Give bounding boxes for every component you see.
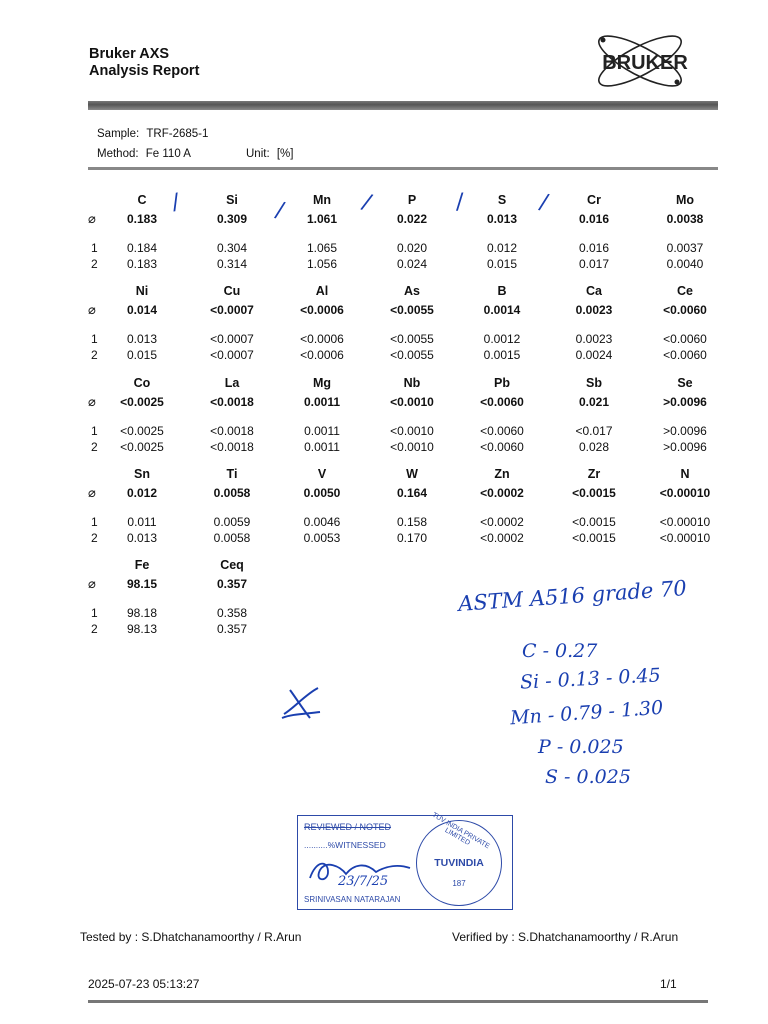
sample-line: [97, 128, 208, 140]
mean-value: 0.183: [126, 212, 158, 226]
stamp-witnessed: ..........%WITNESSED: [304, 840, 386, 850]
replicate-value: <0.0007: [210, 348, 254, 362]
mean-value: 0.309: [216, 212, 248, 226]
mean-value: 0.0014: [483, 303, 521, 317]
handwritten-line: Mn - 0.79 - 1.30: [509, 696, 664, 730]
replicate-value: >0.0096: [663, 424, 707, 438]
element-header: S: [497, 193, 507, 207]
replicate-value: 0.015: [126, 348, 158, 362]
mean-value: 0.022: [396, 212, 428, 226]
element-header: C: [137, 193, 147, 207]
footer-divider: [88, 1000, 708, 1003]
method-label: Method:: [97, 148, 139, 160]
element-header: Mn: [312, 193, 332, 207]
replicate-value: <0.0002: [480, 515, 524, 529]
mean-symbol: ⌀: [88, 302, 96, 317]
replicate-value: <0.0018: [210, 424, 254, 438]
report-title: [89, 46, 199, 80]
mean-value: 0.013: [486, 212, 518, 226]
seal-org: TUVINDIA: [434, 857, 484, 869]
element-header: Sn: [134, 467, 150, 481]
element-header: Co: [133, 376, 151, 390]
mean-value: <0.0006: [300, 303, 344, 317]
replicate-value: 0.314: [216, 257, 248, 271]
mean-value: <0.0060: [663, 303, 707, 317]
handwritten-line: Si - 0.13 - 0.45: [519, 664, 662, 694]
sample-label: Sample:: [97, 128, 140, 140]
replicate-value: 0.028: [578, 440, 610, 454]
stamp-reviewed: REVIEWED / NOTED: [304, 822, 392, 832]
mean-value: >0.0096: [663, 395, 707, 409]
replicate-value: 98.18: [126, 606, 158, 620]
element-header: Fe: [134, 558, 150, 572]
check-mark-icon: /: [272, 197, 287, 224]
replicate-value: 0.358: [216, 606, 248, 620]
atom-logo-icon: [583, 30, 713, 92]
company-name: Bruker AXS: [89, 46, 170, 62]
mean-value: 1.061: [306, 212, 338, 226]
replicate-value: <0.00010: [659, 531, 711, 545]
replicate-value: 0.017: [578, 257, 610, 271]
seal-number: 187: [452, 879, 466, 888]
replicate-value: <0.0018: [210, 440, 254, 454]
mean-symbol: ⌀: [88, 576, 96, 591]
handwritten-line: C - 0.27: [522, 640, 598, 662]
mean-value: <0.0007: [210, 303, 254, 317]
initials-scribble-icon: [280, 684, 326, 724]
mean-value: 0.014: [126, 303, 158, 317]
replicate-value: 0.304: [216, 241, 248, 255]
element-header: Cr: [587, 193, 601, 207]
replicate-value: <0.0055: [390, 348, 434, 362]
stamp-name: SRINIVASAN NATARAJAN: [304, 895, 401, 904]
replicate-value: <0.0010: [390, 424, 434, 438]
mean-symbol: ⌀: [88, 485, 96, 500]
check-mark-icon: /: [169, 189, 182, 216]
mean-value: <0.00010: [659, 486, 711, 500]
replicate-label: 1: [91, 424, 98, 438]
mean-value: 98.15: [126, 577, 158, 591]
replicate-value: <0.00010: [659, 515, 711, 529]
element-header: V: [317, 467, 327, 481]
element-header: Cu: [223, 284, 241, 298]
element-header: Nb: [403, 376, 421, 390]
replicate-label: 2: [91, 531, 98, 545]
mean-value: <0.0060: [480, 395, 524, 409]
mean-value: 0.0023: [575, 303, 613, 317]
replicate-value: 0.170: [396, 531, 428, 545]
replicate-value: <0.0010: [390, 440, 434, 454]
element-header: Si: [226, 193, 238, 207]
stamp-date: 23/7/25: [338, 874, 389, 889]
replicate-value: 0.016: [578, 241, 610, 255]
replicate-value: <0.017: [575, 424, 613, 438]
mean-value: 0.016: [578, 212, 610, 226]
replicate-value: <0.0006: [300, 332, 344, 346]
replicate-value: 0.0015: [483, 348, 521, 362]
element-header: La: [224, 376, 240, 390]
replicate-value: 0.158: [396, 515, 428, 529]
report-timestamp: 2025-07-23 05:13:27: [88, 977, 200, 991]
replicate-value: 0.0037: [666, 241, 704, 255]
unit-value: [%]: [276, 148, 294, 160]
handwritten-line: P - 0.025: [538, 736, 624, 758]
verified-by: Verified by : S.Dhatchanamoorthy / R.Arun: [452, 930, 679, 944]
replicate-value: 0.0011: [304, 440, 340, 454]
replicate-value: 0.020: [396, 241, 428, 255]
replicate-value: <0.0025: [120, 440, 164, 454]
sample-value: TRF-2685-1: [146, 128, 209, 140]
unit-label: Unit:: [246, 148, 270, 160]
unit-line: [246, 148, 293, 160]
check-mark-icon: /: [358, 189, 375, 216]
replicate-value: 0.184: [126, 241, 158, 255]
replicate-value: 0.0058: [213, 531, 251, 545]
replicate-label: 2: [91, 348, 98, 362]
check-mark-icon: /: [456, 190, 464, 215]
replicate-value: <0.0060: [663, 332, 707, 346]
replicate-value: 0.0011: [304, 424, 340, 438]
element-header: Ce: [677, 284, 693, 298]
element-header: Ni: [135, 284, 149, 298]
mean-value: 0.0058: [213, 486, 251, 500]
replicate-label: 1: [91, 606, 98, 620]
mean-symbol: ⌀: [88, 211, 96, 226]
element-header: Ceq: [220, 558, 244, 572]
replicate-value: <0.0015: [572, 515, 616, 529]
mean-value: 0.357: [216, 577, 248, 591]
mean-symbol: ⌀: [88, 394, 96, 409]
page-number: 1/1: [660, 977, 677, 991]
element-header: B: [497, 284, 507, 298]
replicate-value: <0.0015: [572, 531, 616, 545]
replicate-value: <0.0025: [120, 424, 164, 438]
replicate-value: 0.0024: [575, 348, 613, 362]
replicate-label: 2: [91, 440, 98, 454]
replicate-value: 0.011: [127, 515, 157, 529]
mean-value: <0.0018: [210, 395, 254, 409]
replicate-value: <0.0060: [663, 348, 707, 362]
replicate-value: 1.065: [306, 241, 338, 255]
inspection-stamp: [297, 811, 513, 910]
replicate-value: <0.0002: [480, 531, 524, 545]
replicate-label: 2: [91, 257, 98, 271]
element-header: Mo: [675, 193, 695, 207]
mean-value: <0.0002: [480, 486, 524, 500]
element-header: Pb: [494, 376, 510, 390]
replicate-label: 1: [91, 332, 98, 346]
report-name: Analysis Report: [89, 63, 200, 79]
replicate-value: 0.024: [396, 257, 428, 271]
replicate-label: 1: [91, 515, 98, 529]
replicate-value: <0.0006: [300, 348, 344, 362]
mean-value: 0.0011: [303, 395, 341, 409]
replicate-value: 0.0012: [483, 332, 521, 346]
method-line: [97, 148, 191, 160]
element-header: N: [680, 467, 690, 481]
replicate-value: <0.0055: [390, 332, 434, 346]
element-header: Zn: [494, 467, 510, 481]
replicate-value: 0.0023: [575, 332, 613, 346]
mean-value: <0.0010: [390, 395, 434, 409]
replicate-value: 98.13: [126, 622, 158, 636]
replicate-value: 0.0059: [213, 515, 251, 529]
bruker-logo: [583, 30, 713, 92]
replicate-value: 0.0053: [303, 531, 341, 545]
mean-value: 0.0038: [666, 212, 704, 226]
logo-wordmark: BRUKER: [602, 52, 688, 74]
replicate-label: 1: [91, 241, 98, 255]
mean-value: 0.164: [396, 486, 428, 500]
replicate-value: 0.357: [216, 622, 248, 636]
mean-value: 0.0050: [303, 486, 341, 500]
element-header: Ca: [586, 284, 602, 298]
replicate-value: <0.0007: [210, 332, 254, 346]
handwritten-line: S - 0.025: [545, 766, 631, 788]
mean-value: <0.0055: [390, 303, 434, 317]
replicate-value: 0.183: [126, 257, 158, 271]
replicate-value: <0.0060: [480, 440, 524, 454]
tuv-seal: [416, 811, 502, 906]
element-header: Zr: [587, 467, 601, 481]
method-value: Fe 110 A: [145, 148, 191, 160]
tested-by: Tested by : S.Dhatchanamoorthy / R.Arun: [80, 930, 302, 944]
replicate-value: 0.015: [486, 257, 518, 271]
replicate-value: >0.0096: [663, 440, 707, 454]
replicate-value: 0.0040: [666, 257, 704, 271]
handwritten-spec: ASTM A516 grade 70: [457, 576, 688, 616]
header-divider: [88, 101, 718, 110]
mean-value: 0.021: [578, 395, 610, 409]
element-header: Al: [315, 284, 329, 298]
replicate-value: 0.013: [126, 531, 158, 545]
seal-ring-text: TUV INDIA PRIVATE LIMITED: [430, 811, 491, 851]
replicate-value: 0.0046: [303, 515, 341, 529]
mean-value: 0.012: [126, 486, 158, 500]
element-header: W: [406, 467, 418, 481]
meta-divider: [88, 167, 718, 170]
element-header: Ti: [226, 467, 238, 481]
mean-value: <0.0015: [572, 486, 616, 500]
replicate-label: 2: [91, 622, 98, 636]
element-header: Se: [677, 376, 693, 390]
element-header: As: [404, 284, 420, 298]
element-header: Sb: [586, 376, 602, 390]
element-header: P: [407, 193, 417, 207]
replicate-value: 0.012: [486, 241, 518, 255]
check-mark-icon: /: [536, 189, 551, 216]
replicate-value: 1.056: [306, 257, 338, 271]
replicate-value: <0.0060: [480, 424, 524, 438]
mean-value: <0.0025: [120, 395, 164, 409]
replicate-value: 0.013: [126, 332, 158, 346]
element-header: Mg: [312, 376, 332, 390]
